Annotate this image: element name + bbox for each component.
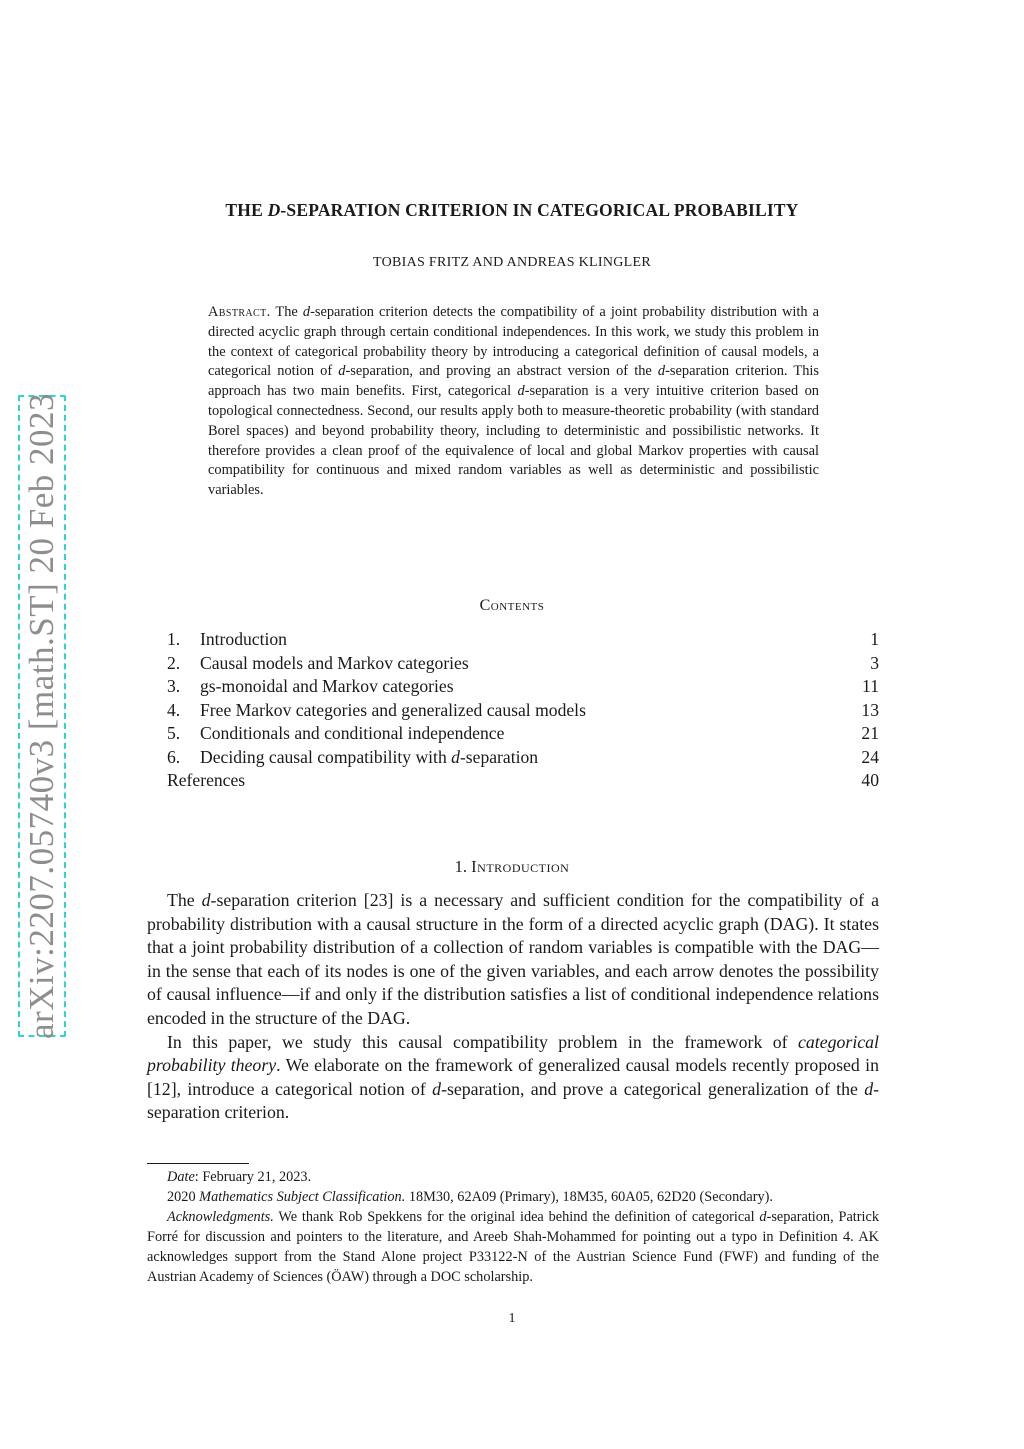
paragraph-d: d [432,1078,442,1099]
toc-entry-label: gs-monoidal and Markov categories [200,676,454,696]
title-italic-d: D [267,200,281,220]
toc-entry-gs-monoidal[interactable] [167,675,879,699]
toc-entry-conditionals[interactable] [167,722,879,746]
toc-label-text: Deciding causal compatibility with [200,746,452,767]
paragraph-text: . We elaborate on the framework of generalized causal models recently proposed in [12], introduce a categorical notion of [147,1055,879,1099]
toc-entry-page: 13 [861,699,879,720]
paragraph-text: In this paper, we study this causal compatibility problem in the framework of [167,1031,799,1052]
authors: TOBIAS FRITZ AND ANDREAS KLINGLER [373,255,651,270]
abstract-text: -separation, and proving an abstract version of the [345,363,658,380]
toc-entry-number: 5. [167,723,181,743]
footnote-text: 18M30, 62A09 (Primary), 18M35, 60A05, 62D20 (Secondary). [405,1189,773,1205]
toc-entry-page: 11 [862,676,879,696]
abstract-text: -separation criterion detects the compatibility of a joint probability distribution with a directed acyclic graph through certain conditional independences. In this work, we study this problem in the context of categorical probability theory by introducing a categorical definition of causal models, a categorical notion of [208,304,819,380]
toc-entry-free-markov[interactable] [167,699,879,723]
title-pre: THE [225,200,268,220]
footnote-msc [147,1187,879,1207]
toc-entry-label: Conditionals and conditional independence [200,723,505,743]
paragraph [147,1031,879,1125]
toc-entry-number: 3. [167,676,181,696]
footnote-label: Acknowledgments. [167,1209,274,1225]
footnote-text: 2020 [167,1189,200,1205]
toc-entry-label: Causal models and Markov categories [200,652,469,673]
arxiv-stamp [18,392,66,1040]
section-heading [0,857,1024,877]
toc-label-text: -separation [459,746,539,767]
toc-entry-number: 2. [167,652,181,673]
title-post: -SEPARATION CRITERION IN CATEGORICAL PROBABILITY [280,200,799,220]
toc-entry-references[interactable] [167,769,879,793]
footnote-label: Mathematics Subject Classification. [199,1189,406,1205]
footnote-text: -separation, Patrick Forré for discussion and pointers to the literature, and Areeb Shah-Mohammed for pointing out a typo in Definition 4. AK acknowledges support from the Stand Alone project P33122-N of the Austrian Science Fund (FWF) and funding of the Austrian Academy of Sciences (ÖAW) through a DOC scholarship. [147,1209,879,1285]
abstract-d: d [338,363,346,380]
toc-entry-page: 3 [870,652,879,673]
paragraph-d: d [201,890,211,910]
section-title: Introduction [471,857,570,876]
abstract-text: -separation criterion. This approach has two main benefits. First, categorical [208,363,819,400]
toc-label-d: d [451,746,460,767]
toc-entry-label: References [167,770,246,790]
paragraph-text: The [167,890,202,910]
paper-title [0,200,1024,221]
footnotes [147,1167,879,1287]
abstract-label: Abstract. [208,304,271,320]
footnote-acknowledgments [147,1207,879,1287]
toc-entry-label [200,746,861,770]
toc-entry-number: 1. [167,629,181,649]
abstract [208,303,819,501]
toc-entry-page: 21 [861,723,879,743]
toc-entry-introduction[interactable] [167,628,879,652]
abstract-text: The [270,304,303,320]
page-number: 1 [508,1311,516,1326]
abstract-d: d [657,363,666,380]
footnote-label: Date [167,1169,195,1185]
footnote-text: We thank Rob Spekkens for the original idea behind the definition of categorical [273,1209,760,1225]
toc-entry-number: 6. [167,746,181,767]
footnote-text: : February 21, 2023. [194,1169,312,1185]
paragraph-text: -separation, and prove a categorical generalization of the [441,1078,865,1099]
footnote-date [147,1167,879,1187]
paragraph-italic: categorical probability theory [147,1031,879,1076]
footnote-d: d [759,1209,767,1225]
toc-entry-causal-models[interactable] [167,652,879,676]
paragraph [147,889,879,1031]
table-of-contents [167,628,879,793]
abstract-d: d [517,383,525,400]
abstract-d: d [302,304,311,320]
paragraph-d: d [864,1078,874,1099]
toc-entry-label: Free Markov categories and generalized causal models [200,699,586,720]
toc-entry-page: 1 [870,629,879,649]
section-number: 1. [454,857,468,876]
arxiv-stamp-text: arXiv:2207.05740v3 [math.ST] 20 Feb 2023 [22,392,61,1040]
section-body [147,889,879,1125]
contents-title: Contents [479,597,545,614]
abstract-text: -separation is a very intuitive criterion based on topological connectedness. Second, our results apply both to measure-theoretic probability (with standard Borel spaces) and beyond probability theory, including to deterministic and possibilistic networks. It therefore provides a clean proof of the equivalence of local and global Markov properties with causal compatibility for continuous and mixed random variables as well as deterministic and possibilistic variables. [208,383,819,499]
paragraph-text: -separation criterion [23] is a necessary and sufficient condition for the compatibility of a probability distribution with a causal structure in the form of a directed acyclic graph (DAG). It states that a joint probability distribution of a collection of random variables is compatible with the DAG—in the sense that each of its nodes is one of the given variables, and each arrow denotes the possibility of causal influence—if and only if the distribution satisfies a list of conditional independence relations encoded in the structure of the DAG. [147,890,879,1028]
toc-entry-page: 40 [861,770,879,790]
paragraph-text: -separation criterion. [147,1078,879,1123]
toc-entry-number: 4. [167,699,181,720]
toc-entry-d-separation[interactable] [167,746,879,770]
footnote-rule [147,1163,249,1164]
toc-entry-label: Introduction [200,629,287,649]
toc-entry-page: 24 [861,746,879,767]
